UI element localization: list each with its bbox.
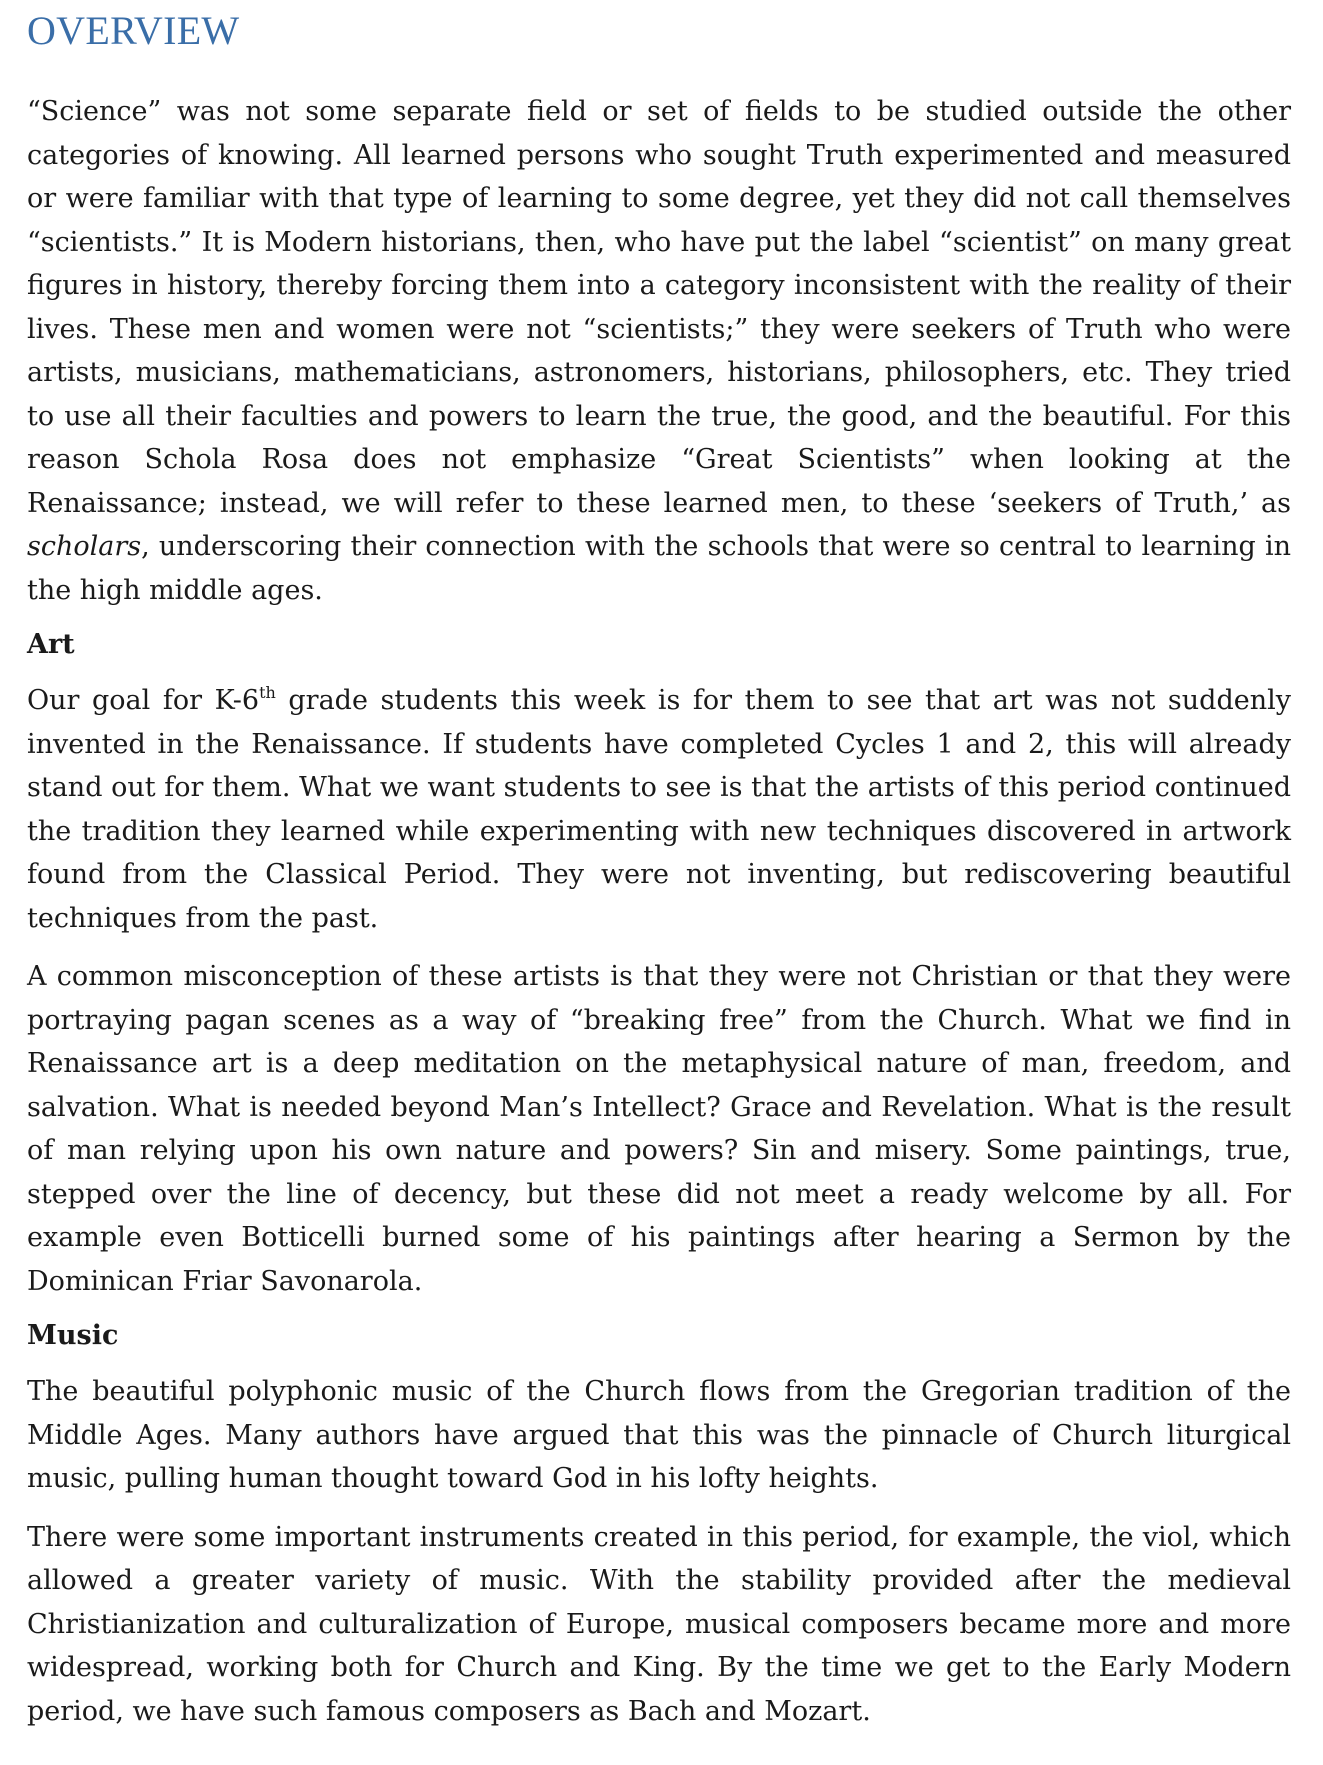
art-p1-start: Our goal for K-6 xyxy=(27,685,260,716)
overview-text-start: “Science” was not some separate field or set of fields to be studied outside the other categories of knowing. All learned persons who sought Truth experimented and measured or were familiar with that type of learning to some degree, yet they did not call themselves “scientists.” It is Modern historians, then, who have put the label “scientist” on many great figures in history, thereby forcing them into a category inconsistent with the reality of their lives. These men and women were not “scientists;” they were seekers of Truth who were artists, musicians, mathematicians, astronomers, historians, philosophers, etc. They tried to use all their faculties and powers to learn the true, the good, and the beautiful. For this reason Schola Rosa does not emphasize “Great Scientists” when looking at the Renaissance; instead, we will refer to these learned men, to these ‘seekers of Truth,’ as xyxy=(27,96,1291,519)
music-paragraph-1: The beautiful polyphonic music of the Church flows from the Gregorian tradition of the Middle Ages. Many authors have argued that this was the pinnacle of Church liturgical music, pulling human thought toward God in his lofty heights. xyxy=(27,1376,1291,1494)
music-paragraph-2: There were some important instruments created in this period, for example, the viol, which allowed a greater variety of music. With the stability provided after the medieval Christianization and culturalization of Europe, musical composers became more and more widespread, working both for Church and King. By the time we get to the Early Modern period, we have such famous composers as Bach and Mozart. xyxy=(27,1521,1291,1727)
overview-paragraph xyxy=(27,90,1291,612)
art-paragraph-2: A common misconception of these artists is that they were not Christian or that they were portraying pagan scenes as a way of “breaking free” from the Church. What we find in Renaissance art is a deep meditation on the metaphysical nature of man, freedom, and salvation. What is needed beyond Man’s Intellect? Grace and Revelation. What is the result of man relying upon his own nature and powers? Sin and misery. Some paintings, true, stepped over the line of decency, but these did not meet a ready welcome by all. For example even Botticelli burned some of his paintings after hearing a Sermon by the Dominican Friar Savonarola. xyxy=(27,961,1291,1297)
document-page xyxy=(27,0,1291,1733)
music-heading: Music xyxy=(27,1320,119,1351)
overview-heading: OVERVIEW xyxy=(27,8,240,53)
scholars-emphasis: scholars xyxy=(27,531,142,562)
art-heading: Art xyxy=(27,629,75,660)
overview-text-end: , underscoring their connection with the schools that were so central to learning in the high middle ages. xyxy=(27,531,1291,606)
art-p1-rest: grade students this week is for them to see that art was not suddenly invented in the Renaissance. If students have completed Cycles 1 and 2, this will already stand out for them. What we want students to see is that the artists of this period continued the tradition they learned while experimenting with new techniques discovered in artwork found from the Classical Period. They were not inventing, but rediscovering beautiful techniques from the past. xyxy=(27,685,1291,934)
ordinal-suffix: th xyxy=(259,683,276,702)
art-paragraph-1 xyxy=(27,679,1291,940)
